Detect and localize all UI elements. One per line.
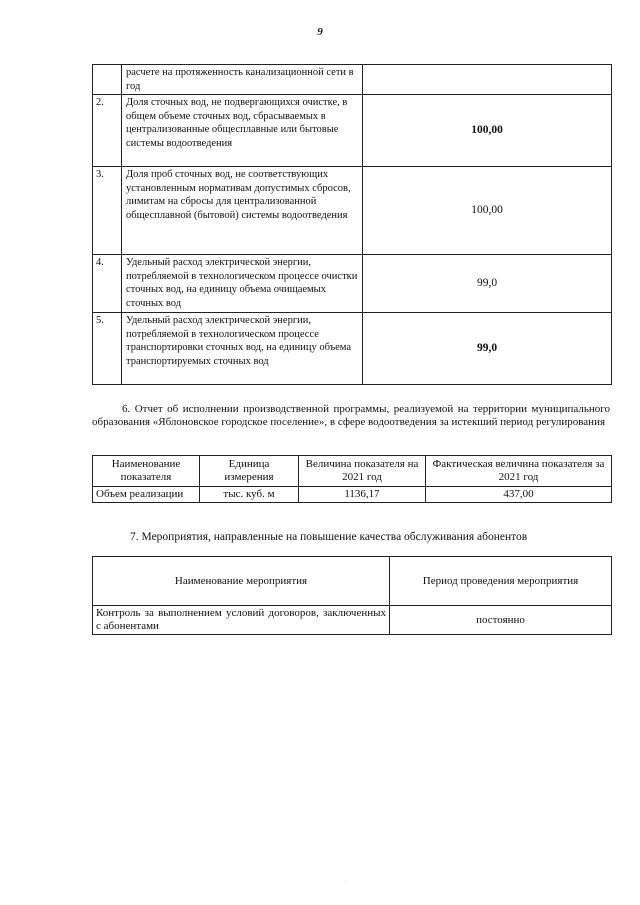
row-number — [93, 65, 122, 95]
row-number: 3. — [93, 167, 122, 255]
header-period: Период проведения мероприятия — [390, 557, 612, 606]
section-6-paragraph: 6. Отчет об исполнении производственной программы, реализуемой на территории муниципального образования «Яблоновское городское поселение», в сфере водоотведения за истекший период регулирования — [92, 403, 610, 428]
table-row — [93, 167, 612, 255]
cell-period: постоянно — [390, 606, 612, 635]
table-row — [93, 606, 612, 635]
row-description: Доля проб сточных вод, не соответствующих установленным нормативам допустимых сбросов, лимитам на сбросы для централизованной общесплавной (бытовой) системы водоотведения — [122, 167, 363, 255]
table-row — [93, 255, 612, 313]
cell-planned-value: 1136,17 — [299, 487, 426, 503]
row-value: 100,00 — [363, 95, 612, 167]
header-measure-name: Наименование мероприятия — [93, 557, 390, 606]
table-row — [93, 487, 612, 503]
row-value — [363, 65, 612, 95]
row-number: 4. — [93, 255, 122, 313]
table-header-row — [93, 456, 612, 487]
row-description: Удельный расход электрической энергии, потребляемой в технологическом процессе транспортировки сточных вод, на единицу объема транспортируемых сточных вод — [122, 313, 363, 385]
cell-unit: тыс. куб. м — [200, 487, 299, 503]
indicators-table — [92, 64, 612, 385]
table-row — [93, 65, 612, 95]
measures-table — [92, 556, 612, 635]
row-number: 5. — [93, 313, 122, 385]
header-planned-value: Величина показателя на 2021 год — [299, 456, 426, 487]
cell-indicator-name: Объем реализации — [93, 487, 200, 503]
row-value: 99,0 — [363, 313, 612, 385]
table-header-row — [93, 557, 612, 606]
header-indicator-name: Наименование показателя — [93, 456, 200, 487]
section-7-heading: 7. Мероприятия, направленные на повышение качества обслуживания абонентов — [130, 531, 528, 543]
header-unit: Единица измерения — [200, 456, 299, 487]
row-description: Доля сточных вод, не подвергающихся очистке, в общем объеме сточных вод, сбрасываемых в централизованные общесплавные или бытовые системы водоотведения — [122, 95, 363, 167]
row-value: 100,00 — [363, 167, 612, 255]
page-number: 9 — [317, 26, 323, 38]
cell-actual-value: 437,00 — [426, 487, 612, 503]
header-actual-value: Фактическая величина показателя за 2021 год — [426, 456, 612, 487]
cell-measure-name: Контроль за выполнением условий договоров, заключенных с абонентами — [93, 606, 390, 635]
row-number: 2. — [93, 95, 122, 167]
table-row — [93, 313, 612, 385]
row-description: Удельный расход электрической энергии, потребляемой в технологическом процессе очистки сточных вод, на единицу объема очищаемых сточных вод — [122, 255, 363, 313]
table-row — [93, 95, 612, 167]
row-description: расчете на протяженность канализационной сети в год — [122, 65, 363, 95]
production-report-table — [92, 455, 612, 503]
row-value: 99,0 — [363, 255, 612, 313]
scan-artifact: · — [345, 880, 347, 886]
